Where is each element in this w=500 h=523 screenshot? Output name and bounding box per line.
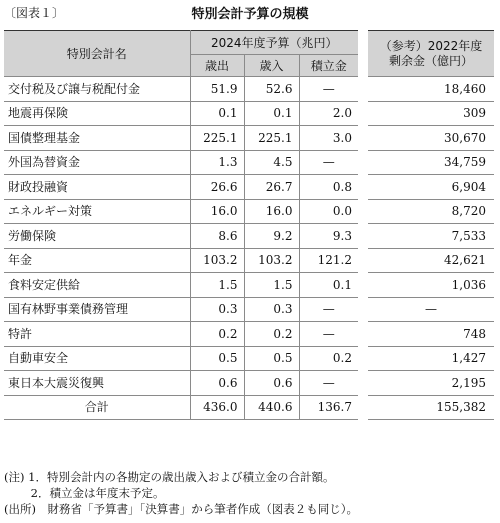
outflow-column-header: 歳出 (190, 55, 244, 77)
reserve-value: 9.3 (299, 224, 358, 249)
total-surplus: 155,382 (368, 395, 494, 419)
table-row (4, 199, 494, 224)
outflow-value: 0.1 (190, 101, 244, 126)
reserve-value: — (299, 150, 358, 175)
account-name: 外国為替資金 (4, 150, 190, 175)
column-gap (358, 175, 368, 200)
reserve-value: 3.0 (299, 126, 358, 151)
column-gap (358, 297, 368, 322)
inflow-value: 0.1 (244, 101, 299, 126)
account-name: 特許 (4, 322, 190, 347)
outflow-value: 26.6 (190, 175, 244, 200)
column-gap (358, 224, 368, 249)
column-gap (358, 31, 368, 77)
surplus-value: 18,460 (368, 77, 494, 102)
outflow-value: 225.1 (190, 126, 244, 151)
outflow-value: 8.6 (190, 224, 244, 249)
outflow-value: 1.3 (190, 150, 244, 175)
total-label: 合計 (4, 395, 190, 419)
surplus-value: 1,427 (368, 346, 494, 371)
table-row (4, 371, 494, 396)
account-name: 交付税及び譲与税配付金 (4, 77, 190, 102)
surplus-header (368, 31, 494, 77)
surplus-value: — (368, 297, 494, 322)
budget-group-header: 2024年度予算（兆円） (190, 31, 358, 55)
surplus-value: 2,195 (368, 371, 494, 396)
inflow-value: 9.2 (244, 224, 299, 249)
account-name-header: 特別会計名 (4, 31, 190, 77)
note-1: (注) 1．特別会計内の各勘定の歳出歳入および積立金の合計額。 (4, 470, 335, 484)
surplus-header-line1: （参考）2022年度 (379, 38, 483, 53)
outflow-value: 0.5 (190, 346, 244, 371)
total-row (4, 395, 494, 419)
reserve-value: 0.8 (299, 175, 358, 200)
total-outflow: 436.0 (190, 395, 244, 419)
inflow-value: 0.2 (244, 322, 299, 347)
figure-title: 特別会計予算の規模 (191, 7, 309, 22)
notes (4, 469, 494, 517)
reserve-value: — (299, 371, 358, 396)
reserve-column-header: 積立金 (299, 55, 358, 77)
outflow-value: 16.0 (190, 199, 244, 224)
surplus-value: 42,621 (368, 248, 494, 273)
outflow-value: 1.5 (190, 273, 244, 298)
reserve-value: 2.0 (299, 101, 358, 126)
surplus-value: 748 (368, 322, 494, 347)
table-row (4, 126, 494, 151)
reserve-value: 0.2 (299, 346, 358, 371)
inflow-value: 103.2 (244, 248, 299, 273)
column-gap (358, 77, 368, 102)
account-name: 国有林野事業債務管理 (4, 297, 190, 322)
column-gap (358, 248, 368, 273)
table-row (4, 150, 494, 175)
account-name: 食料安定供給 (4, 273, 190, 298)
account-name: 自動車安全 (4, 346, 190, 371)
figure-label: 〔図表１〕 (4, 6, 65, 20)
table-row (4, 224, 494, 249)
surplus-value: 30,670 (368, 126, 494, 151)
source-note: (出所) 財務省「予算書」「決算書」から筆者作成（図表２も同じ）。 (4, 502, 358, 516)
reserve-value: 0.1 (299, 273, 358, 298)
table-row (4, 248, 494, 273)
inflow-value: 52.6 (244, 77, 299, 102)
reserve-value: — (299, 322, 358, 347)
inflow-value: 0.6 (244, 371, 299, 396)
surplus-value: 8,720 (368, 199, 494, 224)
total-inflow: 440.6 (244, 395, 299, 419)
account-name: 地震再保険 (4, 101, 190, 126)
account-name: 東日本大震災復興 (4, 371, 190, 396)
account-name: エネルギー対策 (4, 199, 190, 224)
surplus-value: 6,904 (368, 175, 494, 200)
figure-header (0, 0, 500, 26)
table-row (4, 297, 494, 322)
column-gap (358, 395, 368, 419)
column-gap (358, 150, 368, 175)
inflow-value: 26.7 (244, 175, 299, 200)
table-row (4, 322, 494, 347)
inflow-value: 225.1 (244, 126, 299, 151)
total-reserve: 136.7 (299, 395, 358, 419)
account-name: 国債整理基金 (4, 126, 190, 151)
outflow-value: 103.2 (190, 248, 244, 273)
table-row (4, 346, 494, 371)
inflow-value: 4.5 (244, 150, 299, 175)
surplus-header-line2: 剰余金（億円） (389, 53, 474, 68)
reserve-value: — (299, 77, 358, 102)
reserve-value: — (299, 297, 358, 322)
inflow-value: 0.3 (244, 297, 299, 322)
table-row (4, 273, 494, 298)
outflow-value: 0.6 (190, 371, 244, 396)
column-gap (358, 273, 368, 298)
surplus-value: 7,533 (368, 224, 494, 249)
account-name: 労働保険 (4, 224, 190, 249)
special-accounts-table (4, 30, 494, 420)
column-gap (358, 322, 368, 347)
table-row (4, 101, 494, 126)
table-row (4, 77, 494, 102)
column-gap (358, 101, 368, 126)
column-gap (358, 199, 368, 224)
table-row (4, 175, 494, 200)
account-name: 年金 (4, 248, 190, 273)
surplus-value: 34,759 (368, 150, 494, 175)
outflow-value: 0.3 (190, 297, 244, 322)
inflow-value: 0.5 (244, 346, 299, 371)
column-gap (358, 126, 368, 151)
reserve-value: 0.0 (299, 199, 358, 224)
outflow-value: 0.2 (190, 322, 244, 347)
inflow-value: 16.0 (244, 199, 299, 224)
column-gap (358, 346, 368, 371)
account-name: 財政投融資 (4, 175, 190, 200)
inflow-value: 1.5 (244, 273, 299, 298)
note-2: 2．積立金は年度末予定。 (4, 486, 165, 500)
surplus-value: 309 (368, 101, 494, 126)
inflow-column-header: 歳入 (244, 55, 299, 77)
surplus-value: 1,036 (368, 273, 494, 298)
reserve-value: 121.2 (299, 248, 358, 273)
outflow-value: 51.9 (190, 77, 244, 102)
column-gap (358, 371, 368, 396)
